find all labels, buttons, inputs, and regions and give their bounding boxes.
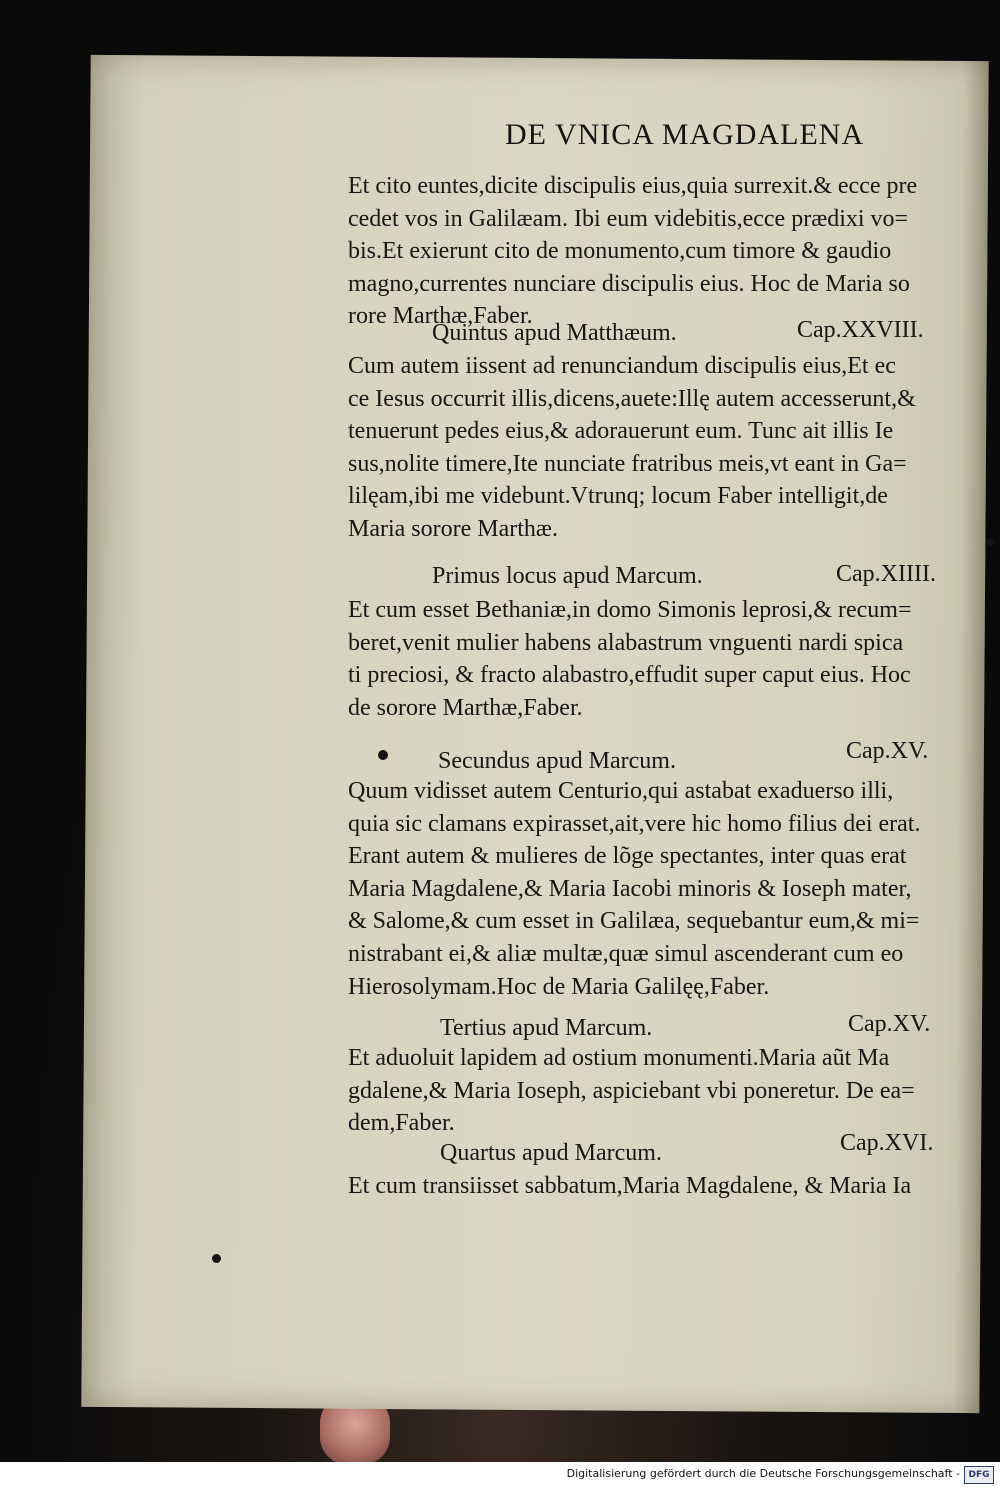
text-line: ti preciosi, & fracto alabastro,effudit super caput eius. Hoc (348, 662, 911, 689)
text-line: dem,Faber. (348, 1110, 455, 1137)
text-line: magno,currentes nunciare discipulis eius. Hoc de Maria so (348, 270, 910, 297)
text-block-3 (348, 594, 958, 724)
text-line: Et cito euntes,dicite discipulis eius,quia surrexit.& ecce pre (348, 173, 918, 199)
text-line: lilęam,ibi me videbunt.Vtrunq; locum Faber intelligit,de (348, 483, 888, 510)
text-line: cedet vos in Galilæam. Ibi eum videbitis,ecce prædixi vo= (348, 205, 909, 232)
text-block-5 (348, 1042, 958, 1140)
text-line: ce Iesus occurrit illis,dicens,auete:Illę autem accesserunt,& (348, 385, 916, 412)
text-block-6 (348, 1170, 958, 1203)
chapter-reference: Cap.XIIII. (836, 561, 936, 587)
text-line: sus,nolite timere,Ite nunciate fratribus meis,vt eant in Ga= (348, 450, 907, 477)
text-line: Et cum transiisset sabbatum,Maria Magdalene, & Maria Ia (348, 1173, 912, 1199)
text-line: Et aduoluit lapidem ad ostium monumenti.Maria aũt Ma (348, 1045, 890, 1071)
ink-spot (986, 538, 994, 546)
text-block-4 (348, 775, 958, 1003)
text-line: & Salome,& cum esset in Galilæa, sequebantur eum,& mi= (348, 908, 920, 935)
rubric-title: Primus locus apud Marcum. (432, 563, 703, 589)
text-line: Et cum esset Bethaniæ,in domo Simonis leprosi,& recum= (348, 597, 912, 623)
ink-spot (378, 750, 388, 760)
running-head: DE VNICA MAGDALENA (505, 118, 865, 151)
rubric-title: Secundus apud Marcum. (438, 748, 676, 774)
dfg-logo-icon: DFG (964, 1466, 994, 1484)
text-block-1 (348, 170, 958, 333)
text-line: nistrabant ei,& aliæ multæ,quæ simul ascenderant cum eo (348, 940, 904, 967)
text-line: beret,venit mulier habens alabastrum vnguenti nardi spica (348, 629, 904, 656)
text-line: Erant autem & mulieres de lõge spectantes, inter quas erat (348, 843, 907, 870)
text-line: Cum autem iissent ad renunciandum discipulis eius,Et ec (348, 353, 896, 379)
text-block-2 (348, 350, 958, 546)
text-line: Hierosolymam.Hoc de Maria Galilęę,Faber. (348, 973, 770, 1000)
chapter-reference: Cap.XV. (846, 738, 929, 764)
rubric-title: Quintus apud Matthæum. (432, 320, 677, 346)
text-line: Maria sorore Marthæ. (348, 515, 558, 542)
ink-spot (212, 1254, 221, 1263)
text-line: bis.Et exierunt cito de monumento,cum timore & gaudio (348, 238, 892, 265)
funding-credit: Digitalisierung gefördert durch die Deutsche Forschungsgemeinschaft - (566, 1467, 960, 1480)
text-line: quia sic clamans expirasset,ait,vere hic homo filius dei erat. (348, 810, 921, 837)
text-line: Maria Magdalene,& Maria Iacobi minoris & Ioseph mater, (348, 875, 912, 902)
text-line: Quum vidisset autem Centurio,qui astabat exaduerso illi, (348, 778, 894, 804)
chapter-reference: Cap.XVI. (840, 1130, 934, 1156)
text-line: de sorore Marthæ,Faber. (348, 694, 583, 721)
digitization-footer (0, 1462, 1000, 1487)
text-line: rore Marthæ,Faber. (348, 303, 533, 330)
text-line: gdalene,& Maria Ioseph, aspiciebant vbi poneretur. De ea= (348, 1077, 915, 1104)
rubric-title: Tertius apud Marcum. (440, 1015, 653, 1041)
rubric-title: Quartus apud Marcum. (440, 1140, 662, 1166)
chapter-reference: Cap.XV. (848, 1011, 931, 1037)
text-line: tenuerunt pedes eius,& adorauerunt eum. Tunc ait illis Ie (348, 418, 894, 445)
chapter-reference: Cap.XXVIII. (797, 317, 924, 343)
